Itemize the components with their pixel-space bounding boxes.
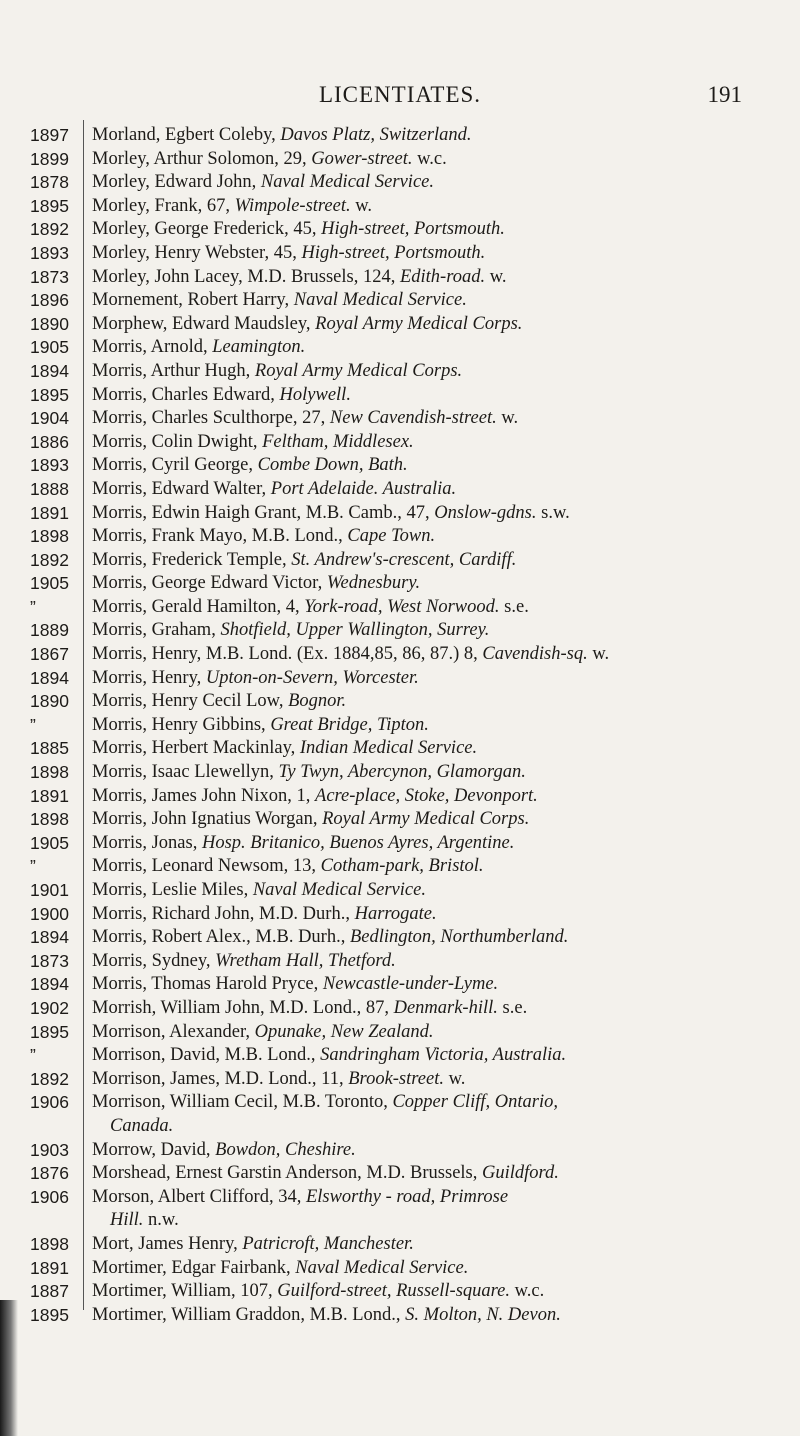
entry-year: 1873 [30, 266, 69, 287]
entry-year: 1902 [30, 997, 69, 1018]
entry-name: Mornement, Robert Harry, [92, 290, 294, 311]
list-item [0, 572, 800, 596]
entry-address: Cavendish-sq. [482, 644, 588, 665]
entry-address: Naval Medical Service. [260, 172, 434, 193]
entry-year: ” [30, 856, 36, 877]
entry-text [92, 407, 768, 431]
entry-year: ” [30, 714, 36, 735]
entry-address: Ty Twyn, Abercynon, Glamorgan. [278, 762, 526, 783]
entry-text [92, 1257, 768, 1281]
entry-year: 1898 [30, 1233, 69, 1254]
entry-text [92, 454, 768, 478]
entry-year: 1906 [30, 1186, 69, 1207]
running-title: LICENTIATES. [318, 82, 482, 107]
entry-name: Morris, Edward Walter, [92, 478, 271, 499]
entry-address: S. Molton, N. Devon. [405, 1304, 561, 1325]
entry-name: Morris, Gerald Hamilton, 4, [92, 596, 305, 617]
list-item [0, 1021, 800, 1045]
list-item [0, 454, 800, 478]
scan-edge-shadow [0, 1300, 18, 1436]
entry-year: 1891 [30, 785, 69, 806]
entry-text [92, 502, 768, 526]
entry-postal-district: s.e. [497, 997, 528, 1018]
entry-year: 1878 [30, 172, 69, 193]
entry-address: Cape Town. [347, 526, 436, 547]
entry-name: Morris, Henry Gibbins, [92, 714, 271, 735]
entry-name: Morland, Egbert Coleby, [92, 125, 281, 145]
list-item [0, 407, 800, 431]
entry-text [92, 855, 768, 879]
list-item [0, 1162, 800, 1186]
entry-name: Morris, Cyril George, [92, 455, 258, 476]
entry-name: Morris, Henry, [92, 667, 206, 688]
entry-address: Denmark-hill. [393, 997, 498, 1018]
entry-address: Elsworthy - road, Primrose [305, 1186, 509, 1207]
entry-text [92, 714, 768, 738]
entry-name: Morshead, Ernest Garstin Anderson, M.D. Brussels, [92, 1163, 482, 1184]
page-number: 191 [707, 82, 742, 107]
entry-year: 1895 [30, 1021, 69, 1042]
entry-address: Patricroft, Manchester. [242, 1233, 414, 1254]
entry-year: 1895 [30, 195, 69, 216]
entry-name: Morris, Henry Cecil Low, [92, 691, 289, 712]
entry-address: Edith-road. [399, 266, 486, 287]
entry-text [92, 525, 768, 549]
entry-year: 1867 [30, 644, 69, 665]
entry-postal-district: w.c. [412, 148, 447, 169]
entry-text [92, 596, 768, 620]
list-item [0, 1304, 800, 1328]
entry-text [92, 808, 768, 832]
entry-address: Naval Medical Service. [252, 880, 426, 900]
entry-name: Morley, John Lacey, M.D. Brussels, 124, [92, 266, 400, 287]
entry-address: Naval Medical Service. [293, 290, 467, 311]
list-item [0, 832, 800, 856]
entry-year: 1887 [30, 1281, 69, 1302]
list-item [0, 619, 800, 643]
entry-address: Hosp. Britanico, Buenos Ayres, Argentine. [201, 832, 515, 853]
list-item [0, 1044, 800, 1068]
entry-address: Leamington. [212, 337, 306, 358]
entry-address: Opunake, New Zealand. [254, 1021, 434, 1042]
entry-name: Morley, Arthur Solomon, 29, [92, 148, 312, 169]
list-item [0, 218, 800, 242]
entry-address: Onslow-gdns. [434, 502, 537, 523]
entry-text [92, 1139, 768, 1163]
entry-text [92, 1044, 768, 1068]
list-item [0, 903, 800, 927]
entry-address: New Cavendish-street. [329, 408, 497, 429]
entry-text [92, 1162, 768, 1186]
list-item [0, 808, 800, 832]
entry-name: Morrison, James, M.D. Lond., 11, [92, 1068, 349, 1089]
entry-address: Newcastle-under-Lyme. [322, 974, 499, 995]
entry-address: Port Adelaide. Australia. [270, 478, 457, 499]
entry-name: Mortimer, Edgar Fairbank, [92, 1257, 296, 1278]
entry-text [92, 1186, 768, 1233]
entry-address: St. Andrew's-crescent, Cardiff. [291, 549, 517, 570]
entry-name: Morris, Charles Sculthorpe, 27, [92, 408, 330, 429]
entry-text [92, 1091, 768, 1138]
list-item [0, 1233, 800, 1257]
entry-address: Bognor. [288, 691, 347, 712]
entry-postal-district: w.c. [510, 1281, 545, 1302]
entry-text [92, 148, 768, 172]
entry-address: York-road, West Norwood. [304, 596, 500, 617]
list-item [0, 148, 800, 172]
list-item [0, 313, 800, 337]
list-item [0, 737, 800, 761]
entry-text [92, 384, 768, 408]
entry-text [92, 1068, 768, 1092]
entry-text [92, 549, 768, 573]
entry-name: Morris, Graham, [92, 620, 221, 641]
entry-year: 1892 [30, 219, 69, 240]
entry-text [92, 997, 768, 1021]
entry-year: 1891 [30, 502, 69, 523]
list-item [0, 336, 800, 360]
entry-name: Mortimer, William Graddon, M.B. Lond., [92, 1304, 406, 1325]
entry-year: 1891 [30, 1257, 69, 1278]
entry-name: Morris, George Edward Victor, [92, 573, 327, 594]
entry-text [92, 879, 768, 903]
entry-year: 1894 [30, 360, 69, 381]
entry-year: 1890 [30, 691, 69, 712]
entry-address: Wednesbury. [326, 573, 421, 594]
entry-year: 1873 [30, 950, 69, 971]
entry-year: 1899 [30, 148, 69, 169]
entry-address: Sandringham Victoria, Australia. [320, 1045, 567, 1066]
entry-year: 1894 [30, 927, 69, 948]
entry-name: Morris, Edwin Haigh Grant, M.B. Camb., 47, [92, 502, 435, 523]
entry-address: Guilford-street, Russell-square. [277, 1281, 510, 1302]
entry-text [92, 478, 768, 502]
entry-text [92, 690, 768, 714]
entry-postal-district: w. [350, 195, 373, 216]
entry-year: 1893 [30, 242, 69, 263]
entry-year: 1892 [30, 1068, 69, 1089]
entry-name: Morris, Herbert Mackinlay, [92, 738, 300, 759]
entry-name: Morson, Albert Clifford, 34, [92, 1186, 306, 1207]
entry-year: 1889 [30, 620, 69, 641]
list-item [0, 171, 800, 195]
licentiates-list [0, 124, 800, 1327]
entry-name: Morris, Leslie Miles, [92, 880, 253, 900]
list-item [0, 596, 800, 620]
list-item [0, 855, 800, 879]
entry-address: Shotfield, Upper Wallington, Surrey. [220, 620, 490, 641]
entry-name: Morris, James John Nixon, 1, [92, 785, 316, 806]
list-item [0, 1186, 800, 1233]
entry-name: Morley, George Frederick, 45, [92, 219, 322, 240]
entry-text [92, 195, 768, 219]
entry-year: 1894 [30, 974, 69, 995]
list-item [0, 643, 800, 667]
entry-continuation-district: n.w. [143, 1210, 179, 1231]
list-item [0, 124, 800, 148]
list-item [0, 761, 800, 785]
entry-year: 1906 [30, 1092, 69, 1113]
entry-text [92, 973, 768, 997]
entry-year: 1896 [30, 290, 69, 311]
entry-year: 1892 [30, 549, 69, 570]
entry-address: Wretham Hall, Thetford. [215, 950, 396, 971]
entry-address: Davos Platz, Switzerland. [280, 125, 472, 145]
entry-name: Morley, Frank, 67, [92, 195, 235, 216]
entry-address: Bedlington, Northumberland. [349, 927, 569, 948]
entry-year: 1886 [30, 431, 69, 452]
entry-text [92, 619, 768, 643]
entry-name: Morris, Charles Edward, [92, 384, 280, 405]
entry-address: Bowdon, Cheshire. [215, 1139, 356, 1160]
entry-address: Upton-on-Severn, Worcester. [205, 667, 419, 688]
list-item [0, 1091, 800, 1138]
entry-name: Morrison, Alexander, [92, 1021, 255, 1042]
entry-text [92, 336, 768, 360]
entry-name: Morris, Sydney, [92, 950, 216, 971]
list-item [0, 950, 800, 974]
entry-address: Great Bridge, Tipton. [270, 714, 429, 735]
entry-year: ” [30, 596, 36, 617]
entry-name: Morris, Isaac Llewellyn, [92, 762, 279, 783]
list-item [0, 997, 800, 1021]
entry-name: Morris, Robert Alex., M.B. Durh., [92, 927, 350, 948]
entry-name: Morphew, Edward Maudsley, [92, 313, 316, 334]
entry-name: Morrison, William Cecil, M.B. Toronto, [92, 1092, 393, 1113]
entry-postal-district: s.e. [499, 596, 529, 617]
entry-name: Morris, Frank Mayo, M.B. Lond., [92, 526, 348, 547]
list-item [0, 1257, 800, 1281]
list-item [0, 1139, 800, 1163]
entry-name: Morris, Frederick Temple, [92, 549, 292, 570]
list-item [0, 431, 800, 455]
entry-name: Morris, John Ignatius Worgan, [92, 809, 323, 830]
list-item [0, 1280, 800, 1304]
entry-text [92, 1304, 768, 1328]
entry-text [92, 950, 768, 974]
list-item [0, 714, 800, 738]
entry-text [92, 761, 768, 785]
entry-address: Holywell. [279, 384, 351, 405]
entry-address: Guildford. [482, 1163, 559, 1184]
entry-year: 1900 [30, 903, 69, 924]
entry-name: Morrison, David, M.B. Lond., [92, 1045, 321, 1066]
list-item [0, 667, 800, 691]
entry-name: Morris, Thomas Harold Pryce, [92, 974, 323, 995]
entry-name: Morris, Leonard Newsom, 13, [92, 856, 321, 877]
entry-name: Morley, Henry Webster, 45, [92, 242, 302, 263]
entry-text [92, 667, 768, 691]
entry-address: High-street, Portsmouth. [321, 219, 505, 240]
entry-text [92, 1021, 768, 1045]
list-item [0, 502, 800, 526]
entry-year: 1890 [30, 313, 69, 334]
entry-name: Morrish, William John, M.D. Lond., 87, [92, 997, 394, 1018]
entry-text [92, 124, 768, 148]
entry-text [92, 360, 768, 384]
entry-address: Acre-place, Stoke, Devonport. [315, 785, 538, 806]
entry-text [92, 242, 768, 266]
entry-text [92, 1233, 768, 1257]
entry-address: High-street, Portsmouth. [301, 242, 486, 263]
entry-year: 1888 [30, 478, 69, 499]
entry-text [92, 431, 768, 455]
entry-text [92, 785, 768, 809]
entry-year: 1898 [30, 526, 69, 547]
entry-year: 1895 [30, 1304, 69, 1325]
entry-name: Mort, James Henry, [92, 1233, 243, 1254]
entry-year: 1898 [30, 762, 69, 783]
entry-text [92, 832, 768, 856]
entry-year: 1876 [30, 1163, 69, 1184]
page-header [0, 82, 800, 122]
entry-name: Morris, Jonas, [92, 832, 202, 853]
entry-postal-district: w. [485, 266, 507, 287]
entry-year: 1905 [30, 573, 69, 594]
entry-text [92, 218, 768, 242]
entry-name: Morris, Colin Dwight, [92, 431, 263, 452]
list-item [0, 360, 800, 384]
entry-year: 1897 [30, 125, 69, 145]
entry-text [92, 903, 768, 927]
entry-address: Royal Army Medical Corps. [315, 313, 523, 334]
entry-continuation [92, 1209, 768, 1233]
entry-year: 1905 [30, 337, 69, 358]
list-item [0, 973, 800, 997]
list-item [0, 549, 800, 573]
entry-postal-district: w. [443, 1068, 466, 1089]
entry-year: 1898 [30, 809, 69, 830]
list-item [0, 384, 800, 408]
list-item [0, 1068, 800, 1092]
list-item [0, 478, 800, 502]
list-item [0, 195, 800, 219]
entry-year: ” [30, 1045, 36, 1066]
entry-year: 1894 [30, 667, 69, 688]
entry-text [92, 926, 768, 950]
entry-continuation-address: Canada. [110, 1115, 174, 1136]
entry-address: Cotham-park, Bristol. [320, 856, 484, 877]
entry-name: Mortimer, William, 107, [92, 1281, 278, 1302]
entry-text [92, 737, 768, 761]
entry-year: 1904 [30, 408, 69, 429]
list-item [0, 289, 800, 313]
entry-postal-district: w. [587, 644, 610, 665]
entry-address: Copper Cliff, Ontario, [392, 1092, 558, 1113]
entry-address: Combe Down, Bath. [257, 455, 408, 476]
entry-continuation [92, 1115, 768, 1139]
entry-address: Royal Army Medical Corps. [322, 809, 530, 830]
entry-name: Morley, Edward John, [92, 172, 261, 193]
entry-year: 1905 [30, 832, 69, 853]
entry-address: Feltham, Middlesex. [262, 431, 414, 452]
entry-year: 1901 [30, 880, 69, 900]
entry-address: Royal Army Medical Corps. [254, 360, 463, 381]
list-item [0, 690, 800, 714]
list-item [0, 242, 800, 266]
entry-address: Wimpole-street. [234, 195, 351, 216]
entry-name: Morris, Henry, M.B. Lond. (Ex. 1884,85, 86, 87.) 8, [92, 644, 483, 665]
list-item [0, 879, 800, 903]
entry-continuation-address: Hill. [110, 1210, 144, 1231]
entry-text [92, 1280, 768, 1304]
entry-address: Naval Medical Service. [295, 1257, 469, 1278]
list-item [0, 785, 800, 809]
entry-name: Morris, Arnold, [92, 337, 213, 358]
list-item [0, 525, 800, 549]
entry-name: Morris, Arthur Hugh, [92, 360, 255, 381]
entry-text [92, 289, 768, 313]
list-item [0, 926, 800, 950]
entry-text [92, 572, 768, 596]
entry-text [92, 313, 768, 337]
entry-text [92, 643, 768, 667]
entry-address: Brook-street. [348, 1068, 444, 1089]
entry-year: 1885 [30, 738, 69, 759]
entry-year: 1893 [30, 455, 69, 476]
entry-text [92, 266, 768, 290]
entry-name: Morris, Richard John, M.D. Durh., [92, 903, 355, 924]
entry-address: Harrogate. [354, 903, 437, 924]
entry-postal-district: s.w. [536, 502, 570, 523]
entry-year: 1903 [30, 1139, 69, 1160]
entry-address: Gower-street. [311, 148, 413, 169]
entry-name: Morrow, David, [92, 1139, 216, 1160]
entry-text [92, 171, 768, 195]
entry-year: 1895 [30, 384, 69, 405]
list-item [0, 266, 800, 290]
entry-address: Indian Medical Service. [299, 738, 478, 759]
entry-postal-district: w. [496, 408, 519, 429]
